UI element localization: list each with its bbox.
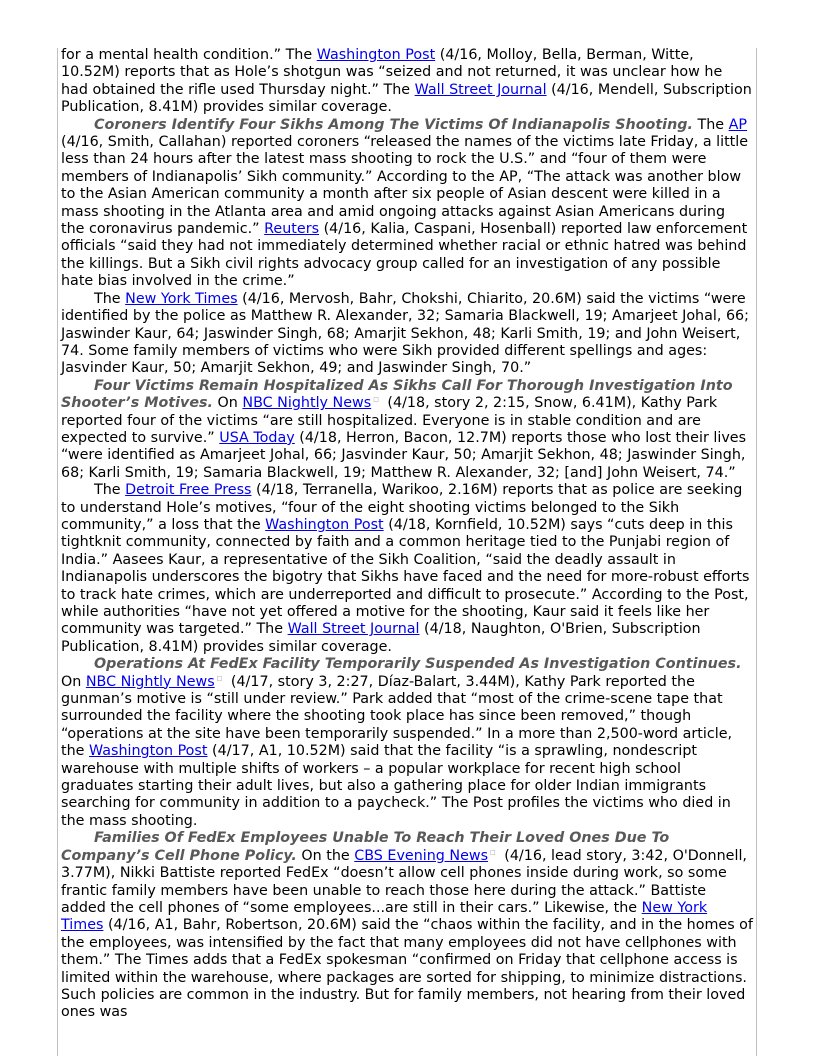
video-clip-icon[interactable]: □	[373, 396, 379, 404]
story-headline: Coroners Identify Four Sikhs Among The Victims Of Indianapolis Shooting.	[94, 116, 693, 133]
story-coroners-sikhs: Coroners Identify Four Sikhs Among The Victims Of Indianapolis Shooting. The AP (4/16, Smith, Callahan) reported coroners “released the names of the victims late Friday, a little less than 24 hours after the latest mass shooting to rock the U.S.” and “four of them were members of Indianapolis’ Sikh community.” According to the AP, “The attack was another blow to the Asian American community a month after six people of Asian descent were killed in a mass shooting in the Atlanta area and amid ongoing attacks against Asian Americans during the coronavirus pandemic.” Reuters (4/16, Kalia, Caspani, Hosenball) reported law enforcement officials “said they had not immediately determined whether racial or ethnic hatred was behind the killings. But a Sikh civil rights advocacy group called for an investigation of any possible hate bias involved in the crime.”	[61, 116, 749, 290]
ap-link[interactable]: AP	[728, 116, 748, 133]
story-detroit-free-press: The Detroit Free Press (4/18, Terranella, Warikoo, 2.16M) reports that as police are seeking to understand Hole’s motives, “four of the eight shooting victims belonged to the Sikh community,” a loss that the Washington Post (4/18, Kornfield, 10.52M) says “cuts deep in this tightknit community, connected by faith and a common heritage tied to the Punjabi region of India.” Aasees Kaur, a representative of the Sikh Coalition, “said the deadly assault in Indianapolis underscores the bigotry that Sikhs have faced and the need for more-robust efforts to track hate crimes, which are underreported and difficult to prosecute.” According to the Post, while authorities “have not yet offered a motive for the shooting, Kaur said it feels like her community was targeted.” The Wall Street Journal (4/18, Naughton, O'Brien, Subscription Publication, 8.41M) provides similar coverage.	[61, 482, 750, 655]
video-clip-icon[interactable]: □	[216, 674, 223, 682]
video-clip-icon[interactable]: □	[490, 848, 496, 856]
new-york-times-link[interactable]: New York Times	[61, 899, 708, 934]
wall-street-journal-link[interactable]: Wall Street Journal	[414, 81, 547, 98]
right-margin-rule	[756, 48, 757, 1056]
detroit-free-press-link[interactable]: Detroit Free Press	[125, 482, 252, 499]
intro-paragraph: for a mental health condition.” The Washington Post (4/16, Molloy, Bella, Berman, Witte, 10.52M) reports that as Hole’s shotgun was “seized and not returned, it was unclear how he had obtained the rifle used Thursday night.” The Wall Street Journal (4/16, Mendell, Subscription Publication, 8.41M) provides similar coverage.	[61, 47, 752, 116]
wall-street-journal-link[interactable]: Wall Street Journal	[287, 621, 420, 638]
story-victims-hospitalized: Four Victims Remain Hospitalized As Sikhs Call For Thorough Investigation Into Shooter’s Motives. On NBC Nightly News □ (4/18, story 2, 2:15, Snow, 6.41M), Kathy Park reported four of the victims “are still hospitalized. Everyone is in stable condition and are expected to survive.” USA Today (4/18, Herron, Bacon, 12.7M) reports those who lost their lives “were identified as Amarjeet Johal, 66; Jasvinder Kaur, 50; Amarjit Sekhon, 48; Jaswinder Singh, 68; Karli Smith, 19; Samaria Blackwell, 19; Matthew R. Alexander, 32; [and] John Weisert, 74.”	[61, 377, 747, 481]
left-margin-rule	[57, 48, 58, 1056]
washington-post-link[interactable]: Washington Post	[265, 516, 384, 533]
cbs-evening-news-link[interactable]: CBS Evening News	[354, 847, 489, 864]
nbc-nightly-news-link[interactable]: NBC Nightly News	[242, 395, 372, 412]
washington-post-link[interactable]: Washington Post	[89, 743, 208, 760]
story-headline: Four Victims Remain Hospitalized As Sikhs Call For Thorough Investigation Into Shooter’s Motives.	[61, 377, 733, 412]
usa-today-link[interactable]: USA Today	[219, 429, 295, 446]
new-york-times-link[interactable]: New York Times	[125, 290, 238, 307]
story-fedex-cell-phone-policy: Families Of FedEx Employees Unable To Reach Their Loved Ones Due To Company’s Cell Phone Policy. On the CBS Evening News □ (4/16, lead story, 3:42, O'Donnell, 3.77M), Nikki Battiste reported FedEx “doesn’t allow cell phones inside during work, so some frantic family members have been unable to reach those here during the attack.” Battiste added the cell phones of “some employees...are still in their cars.” Likewise, the New York Times (4/16, A1, Bahr, Robertson, 20.6M) said the “chaos within the facility, and in the homes of the employees, was intensified by the fact that many employees did not have cellphones with them.” The Times adds that a FedEx spokesman “confirmed on Friday that cellphone access is limited within the warehouse, where packages are sorted for shipping, to minimize distractions. Such policies are common in the industry. But for family members, not hearing from their loved ones was	[61, 830, 753, 1021]
reuters-link[interactable]: Reuters	[264, 221, 320, 238]
story-headline: Operations At FedEx Facility Temporarily Suspended As Investigation Continues.	[94, 656, 742, 673]
story-headline: Families Of FedEx Employees Unable To Reach Their Loved Ones Due To Company’s Cell Phone Policy.	[61, 830, 670, 864]
nbc-nightly-news-link[interactable]: NBC Nightly News	[85, 673, 215, 690]
washington-post-link[interactable]: Washington Post	[316, 47, 436, 63]
story-nyt-victims: The New York Times (4/16, Mervosh, Bahr, Chokshi, Chiarito, 20.6M) said the victims “were identified by the police as Matthew R. Alexander, 32; Samaria Blackwell, 19; Amarjeet Johal, 66; Jaswinder Kaur, 64; Jaswinder Singh, 68; Amarjit Sekhon, 48; Karli Smith, 19; and John Weisert, 74. Some family members of victims who were Sikh provided different spellings and ages: Jasvinder Kaur, 50; Amarjit Sekhon, 49; and Jaswinder Singh, 70.”	[61, 290, 749, 377]
news-briefing-document	[61, 47, 753, 1022]
story-fedex-operations-suspended: Operations At FedEx Facility Temporarily Suspended As Investigation Continues. On NBC Nightly News □ (4/17, story 3, 2:27, Díaz-Balart, 3.44M), Kathy Park reported the gunman’s motive is “still under review.” Park added that “most of the crime-scene tape that surrounded the facility where the shooting took place has since been removed,” though “operations at the site have been temporarily suspended.” In a more than 2,500-word article, the Washington Post (4/17, A1, 10.52M) said that the facility “is a sprawling, nondescript warehouse with multiple shifts of workers – a popular workplace for recent high school graduates starting their adult lives, but also a gathering place for older Indian immigrants searching for community in addition to a paycheck.” The Post profiles the victims who died in the mass shooting.	[61, 656, 742, 829]
